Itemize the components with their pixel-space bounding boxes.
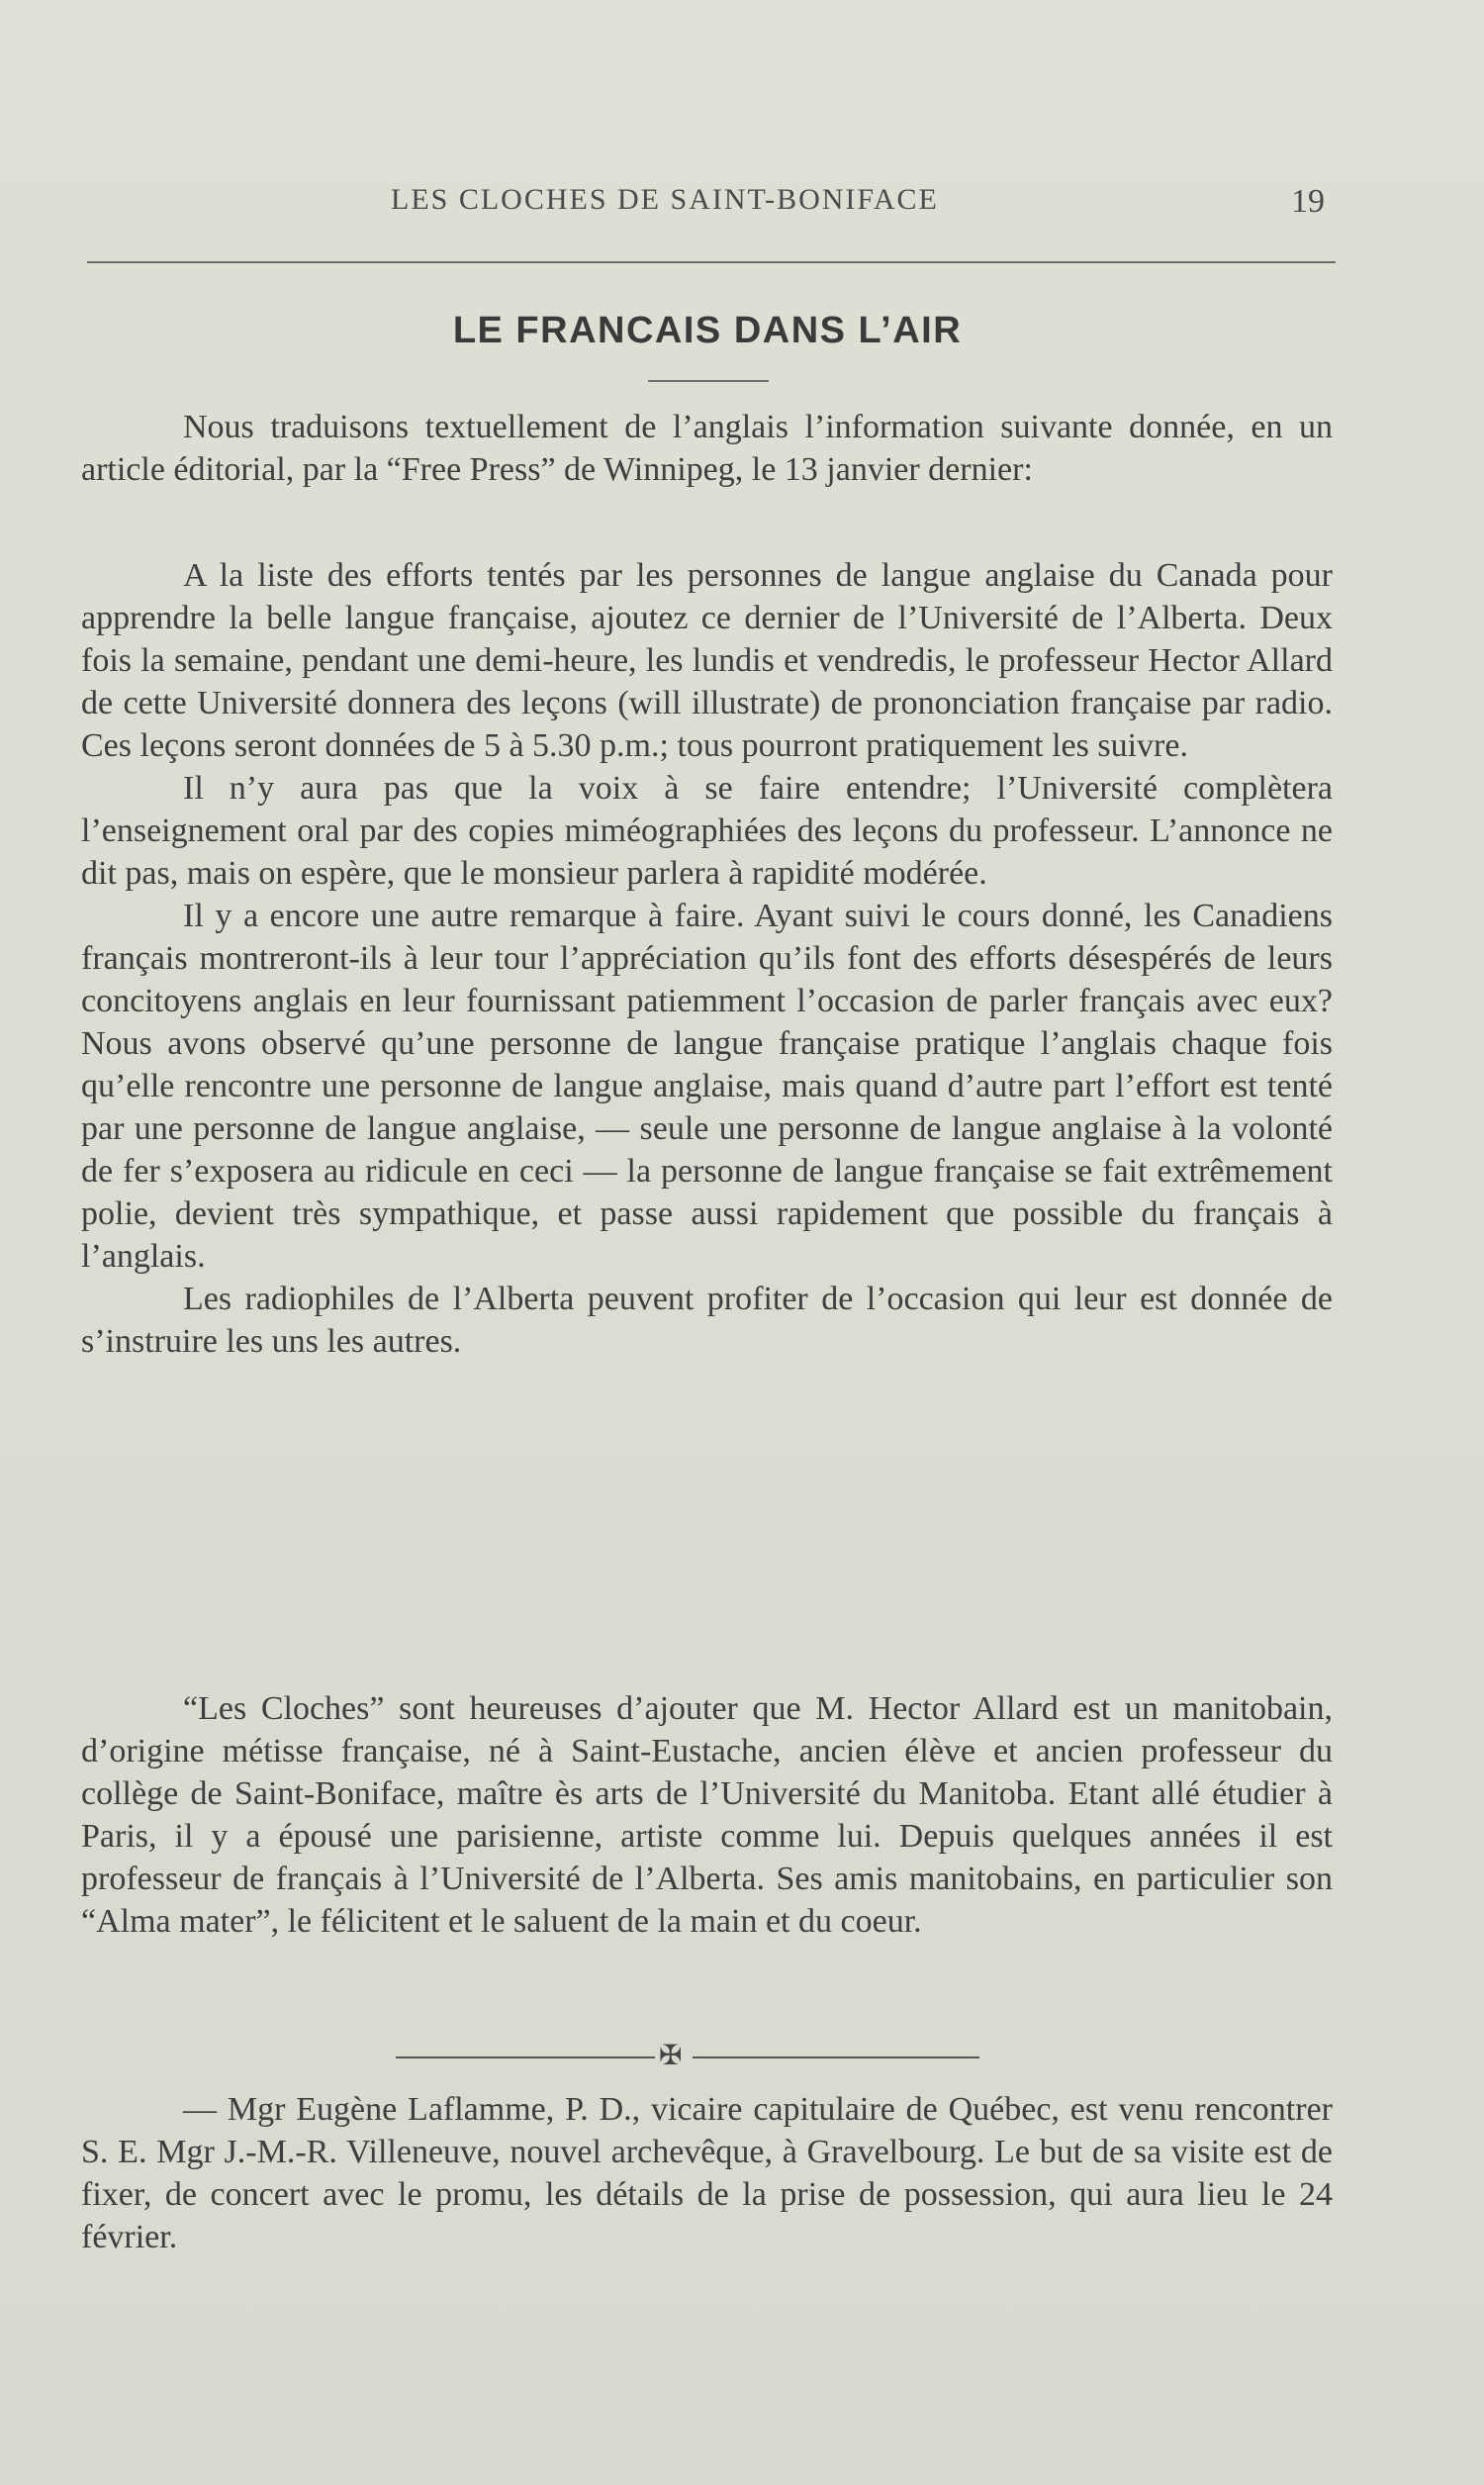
title-rule — [648, 380, 769, 382]
quote-section — [81, 554, 1333, 1363]
comment-section — [81, 1687, 1333, 1943]
page-number: 19 — [1291, 183, 1325, 220]
cross-icon: ✠ — [659, 2041, 683, 2071]
quote-paragraph-2: Il n’y aura pas que la voix à se faire entendre; l’Université complètera l’enseignement oral par des copies miméographiées des leçons du professeur. L’annonce ne dit pas, mais on espère, que le monsieur parlera à rapidité modérée. — [81, 770, 1333, 892]
section-separator — [396, 2042, 979, 2071]
comment-paragraph: “Les Cloches” sont heureuses d’ajouter que M. Hector Allard est un manitobain, d’origine métisse française, né à Saint-Eustache, ancien élève et ancien professeur du collège de Saint-Boniface, maître ès arts de l’Université du Manitoba. Etant allé étudier à Paris, il y a épousé une parisienne, artiste comme lui. Depuis quelques années il est professeur de français à l’Université de l’Alberta. Ses amis manitobains, en particulier son “Alma mater”, le félicitent et le saluent de la main et du coeur. — [81, 1690, 1333, 1940]
intro-section — [81, 406, 1333, 491]
quote-paragraph-3: Il y a encore une autre remarque à faire. Ayant suivi le cours donné, les Canadiens français montreront-ils à leur tour l’appréciation qu’ils font des efforts désespérés de leurs concitoyens anglais en leur fournissant patiemment l’occasion de parler français avec eux? Nous avons observé qu’une personne de langue française pratique l’anglais chaque fois qu’elle rencontre une personne de langue anglaise, mais quand d’autre part l’effort est tenté par une personne de langue anglaise, — seule une personne de langue anglaise à la volonté de fer s’exposera au ridicule en ceci — la personne de langue française se fait extrêmement polie, devient très sympathique, et passe aussi rapidement que possible du français à l’anglais. — [81, 898, 1333, 1275]
separator-rule-right — [693, 2056, 979, 2058]
article-title: LE FRANCAIS DANS L’AIR — [452, 310, 963, 351]
quote-paragraph-4: Les radiophiles de l’Alberta peuvent profiter de l’occasion qui leur est donnée de s’instruire les uns les autres. — [81, 1281, 1333, 1360]
header-rule — [87, 261, 1336, 263]
running-head: LES CLOCHES DE SAINT-BONIFACE — [391, 183, 939, 216]
news-paragraph: — Mgr Eugène Laflamme, P. D., vicaire capitulaire de Québec, est venu rencontrer S. E. Mgr J.-M.-R. Villeneuve, nouvel archevêque, à Gravelbourg. Le but de sa visite est de fixer, de concert avec le promu, les détails de la prise de possession, qui aura lieu le 24 février. — [81, 2091, 1333, 2255]
quote-paragraph-1: A la liste des efforts tentés par les personnes de langue anglaise du Canada pour apprendre la belle langue française, ajoutez ce dernier de l’Université de l’Alberta. Deux fois la semaine, pendant une demi-heure, les lundis et vendredis, le professeur Hector Allard de cette Université donnera des leçons (will illustrate) de prononciation française par radio. Ces leçons seront données de 5 à 5.30 p.m.; tous pourront pratiquement les suivre. — [81, 557, 1333, 764]
intro-paragraph: Nous traduisons textuellement de l’anglais l’information suivante donnée, en un article éditorial, par la “Free Press” de Winnipeg, le 13 janvier dernier: — [81, 409, 1333, 488]
news-section — [81, 2088, 1333, 2258]
separator-rule-left — [396, 2056, 655, 2058]
